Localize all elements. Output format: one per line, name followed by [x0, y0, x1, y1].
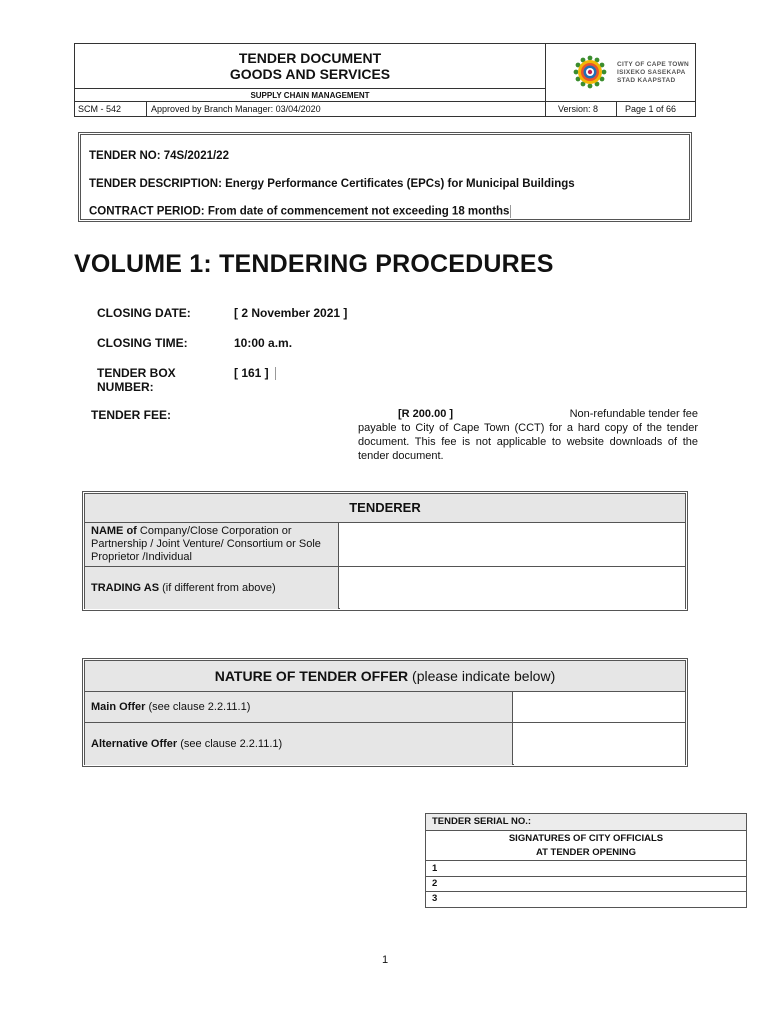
table-row [85, 567, 685, 609]
contract-period: CONTRACT PERIOD: From date of commencement not exceeding 18 months [89, 205, 510, 218]
tender-fee-amount: [R 200.00 ] [398, 408, 454, 420]
alternative-offer-field[interactable] [514, 723, 685, 765]
header-title: TENDER DOCUMENT GOODS AND SERVICES [229, 50, 391, 82]
tender-number: TENDER NO: 74S/2021/22 [89, 150, 229, 162]
main-offer-label: Main Offer (see clause 2.2.11.1) [85, 692, 513, 722]
text-cursor [510, 205, 511, 218]
tender-box-label: TENDER BOX NUMBER: [97, 366, 176, 394]
city-logo-text: CITY OF CAPE TOWN ISIXEKO SASEKAPA STAD KAAPSTAD [617, 61, 690, 84]
signatures-heading: SIGNATURES OF CITY OFFICIALS AT TENDER OPENING [426, 831, 746, 861]
document-header [74, 43, 696, 117]
signature-row-1[interactable]: 1 [426, 861, 746, 877]
tender-description: TENDER DESCRIPTION: Energy Performance Certificates (EPCs) for Municipal Buildings [89, 178, 575, 190]
doc-code: SCM - 542 [75, 102, 147, 117]
tender-fee-text: [R 200.00 ] Non-refundable tender fee payable to City of Cape Town (CCT) for a hard copy of the tender document. This fee is not applicable to website downloads of the tender document. [358, 408, 698, 462]
table-row [85, 692, 685, 723]
signature-row-3[interactable]: 3 [432, 893, 438, 904]
page-number: 1 [381, 954, 389, 966]
nature-of-offer-table [82, 658, 688, 767]
trading-as-label: TRADING AS (if different from above) [85, 567, 339, 609]
tenderer-heading: TENDERER [85, 494, 685, 523]
serial-number-label: TENDER SERIAL NO.: [426, 814, 746, 831]
city-logo-icon [572, 54, 608, 90]
page-count: Page 1 of 66 [625, 104, 677, 114]
company-name-label: NAME of Company/Close Corporation or Partnership / Joint Venture/ Consortium or Sole Proprietor /Individual [85, 523, 339, 566]
main-offer-field[interactable] [514, 692, 685, 722]
volume-title: VOLUME 1: TENDERING PROCEDURES [74, 250, 554, 278]
approval-note: Approved by Branch Manager: 03/04/2020 [151, 104, 321, 114]
trading-as-field[interactable] [340, 567, 685, 609]
text-cursor [275, 367, 276, 380]
company-name-field[interactable] [340, 523, 685, 566]
nature-heading: NATURE OF TENDER OFFER (please indicate below) [85, 661, 685, 692]
tender-box-value: [ 161 ] [234, 366, 276, 380]
alternative-offer-label: Alternative Offer (see clause 2.2.11.1) [85, 723, 513, 765]
table-row [85, 523, 685, 567]
signature-row-2[interactable]: 2 [426, 877, 746, 892]
header-meta-row [75, 101, 695, 117]
version: Version: 8 [545, 102, 617, 117]
header-subtitle: SUPPLY CHAIN MANAGEMENT [75, 88, 545, 102]
tenderer-table [82, 491, 688, 611]
tender-serial-table [425, 813, 747, 908]
tender-info-box [78, 132, 692, 222]
tender-fee-label: TENDER FEE: [91, 408, 172, 422]
closing-date-value: [ 2 November 2021 ] [234, 306, 348, 320]
closing-time-label: CLOSING TIME: [97, 336, 188, 350]
closing-date-label: CLOSING DATE: [97, 306, 191, 320]
closing-time-value: 10:00 a.m. [234, 336, 293, 350]
table-row [85, 723, 685, 765]
